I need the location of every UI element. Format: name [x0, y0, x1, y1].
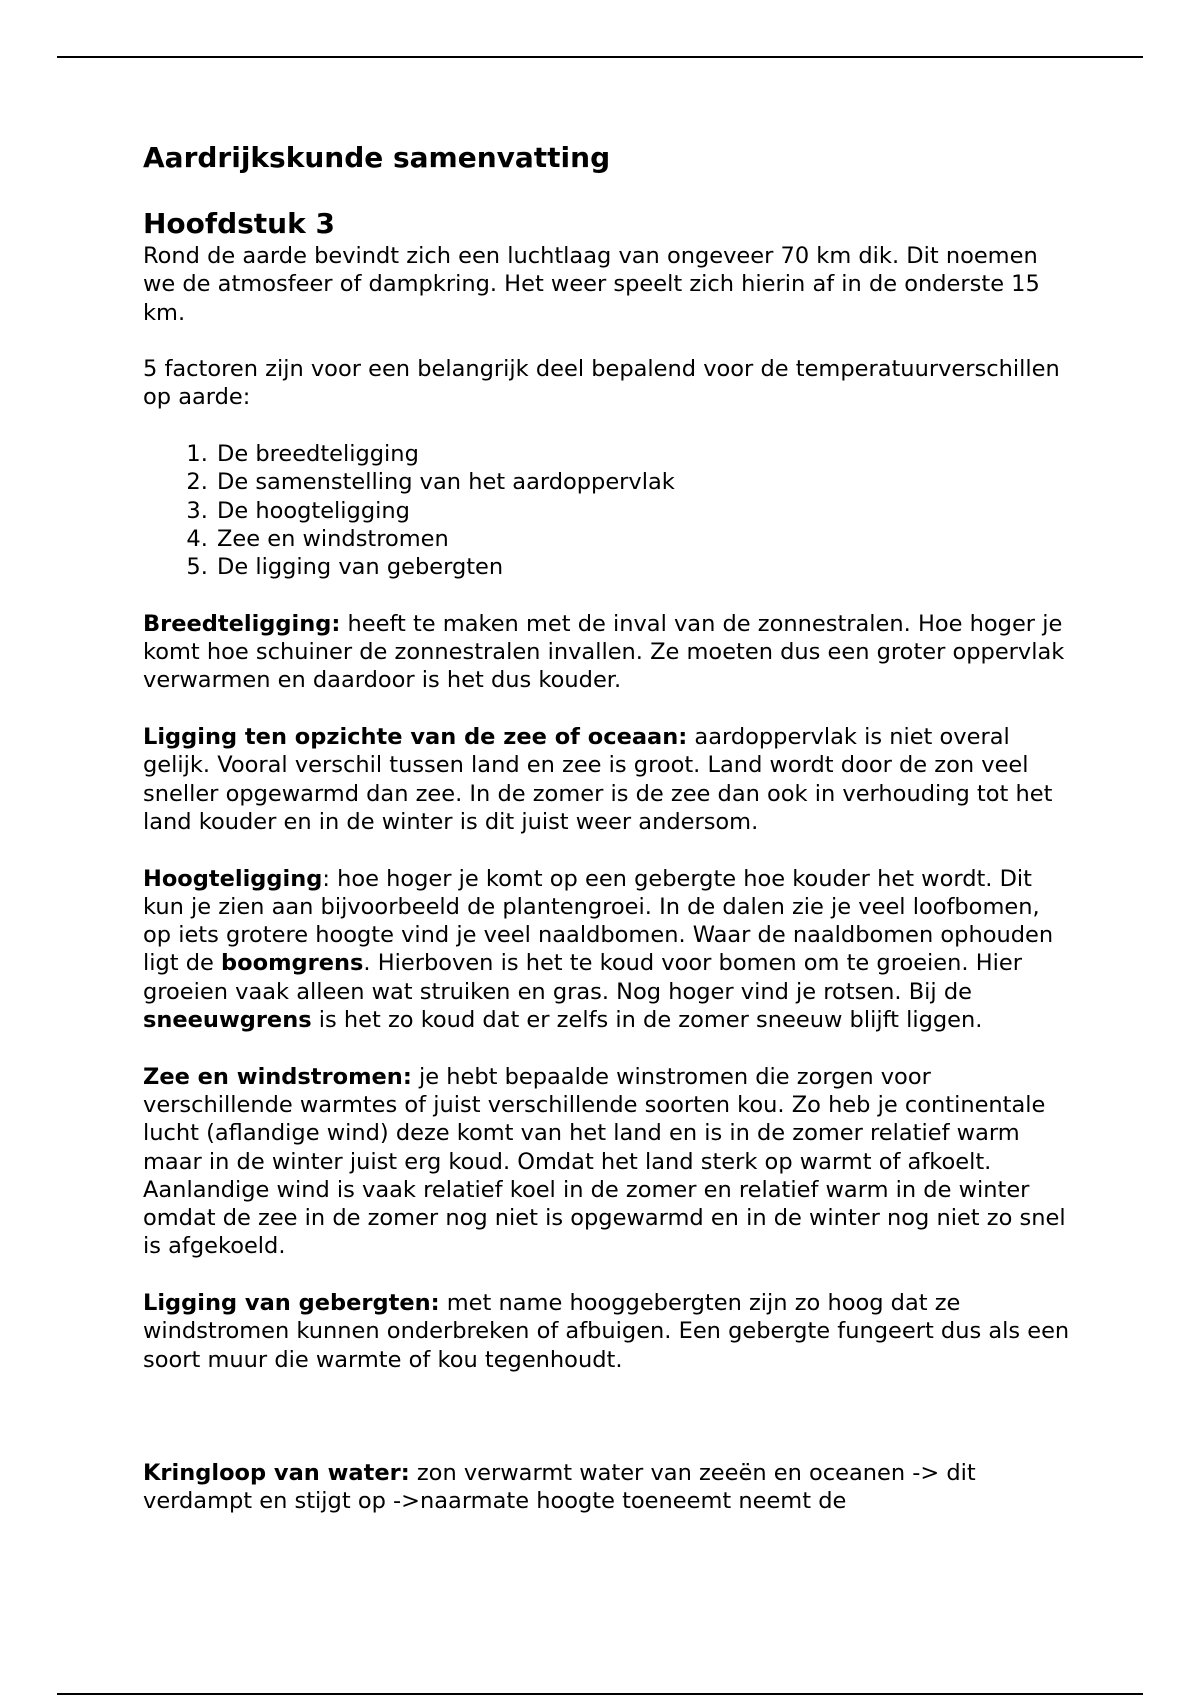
factors-list — [143, 440, 1073, 581]
top-rule — [57, 56, 1143, 58]
factors-intro-paragraph: 5 factoren zijn voor een belangrijk deel bepalend voor de temperatuurverschillen op aarde: — [143, 356, 1060, 411]
hoogteligging-text-3: is het zo koud dat er zelfs in de zomer sneeuw blijft liggen. — [311, 1007, 983, 1034]
list-item: 1. De breedteligging — [215, 440, 1073, 468]
kringloop-term: Kringloop van water: — [143, 1459, 410, 1486]
hoogteligging-term: Hoogteligging — [143, 865, 323, 892]
list-item: 2. De samenstelling van het aardoppervlak — [215, 468, 1073, 496]
kringloop-text: zon verwarmt water van zeeën en oceanen -> dit verdampt en stijgt op ->naarmate hoogte toeneemt neemt de — [143, 1459, 976, 1515]
boomgrens-term: boomgrens — [221, 950, 364, 977]
hoogteligging-paragraph — [143, 865, 1073, 1035]
zee-oceaan-term: Ligging ten opzichte van de zee of oceaan: — [143, 724, 688, 751]
chapter-heading: Hoofdstuk 3 — [143, 207, 335, 240]
intro-paragraph: Rond de aarde bevindt zich een luchtlaag van ongeveer 70 km dik. Dit noemen we de atmosfeer of dampkring. Het weer speelt zich hierin af in de onderste 15 km. — [143, 243, 1040, 326]
list-item: 5. De ligging van gebergten — [215, 553, 1073, 581]
breedteligging-term: Breedteligging: — [143, 610, 341, 637]
windstromen-paragraph — [143, 1063, 1073, 1261]
gebergten-text: met name hooggebergten zijn zo hoog dat ze windstromen kunnen onderbreken of afbuigen. Een gebergte fungeert dus als een soort muur die warmte of kou tegenhoudt. — [143, 1289, 1070, 1373]
hoogteligging-text: : hoe hoger je komt op een gebergte hoe kouder het wordt. Dit kun je zien aan bijvoorbeeld de plantengroei. In de dalen zie je veel loofbomen, op iets grotere hoogte vind je veel naaldbomen. Waar de naaldbomen ophouden ligt de — [143, 865, 1054, 977]
gebergten-paragraph — [143, 1289, 1073, 1374]
breedteligging-paragraph — [143, 610, 1073, 695]
zee-oceaan-text: aardoppervlak is niet overal gelijk. Vooral verschil tussen land en zee is groot. Land wordt door de zon veel sneller opgewarmd dan zee. In de zomer is de zee dan ook in verhouding tot het land kouder en in de winter is dit juist weer andersom. — [143, 724, 1053, 835]
breedteligging-text: heeft te maken met de inval van de zonnestralen. Hoe hoger je komt hoe schuiner de zonnestralen invallen. Ze moeten dus een groter oppervlak verwarmen en daardoor is het dus kouder. — [143, 610, 1065, 694]
bottom-rule — [57, 1693, 1143, 1695]
hoogteligging-text-2: . Hierboven is het te koud voor bomen om te groeien. Hier groeien vaak alleen wat struiken en gras. Nog hoger vind je rotsen. Bij de — [143, 950, 1022, 1005]
document-body — [143, 138, 1073, 1515]
gebergten-term: Ligging van gebergten: — [143, 1289, 440, 1316]
zee-oceaan-paragraph — [143, 723, 1073, 836]
list-item: 3. De hoogteligging — [215, 497, 1073, 525]
windstromen-text: je hebt bepaalde winstromen die zorgen voor verschillende warmtes of juist verschillende soorten kou. Zo heb je continentale lucht (aflandige wind) deze komt van het land en is in de zomer relatief warm maar in de winter juist erg koud. Omdat het land sterk op warmt of afkoelt. Aanlandige wind is vaak relatief koel in de zomer en relatief warm in de winter omdat de zee in de zomer nog niet is opgewarmd en in de winter nog niet zo snel is afgekoeld. — [143, 1063, 1066, 1260]
document-title: Aardrijkskunde samenvatting — [143, 141, 611, 174]
windstromen-term: Zee en windstromen: — [143, 1063, 412, 1090]
sneeuwgrens-term: sneeuwgrens — [143, 1007, 312, 1034]
list-item: 4. Zee en windstromen — [215, 525, 1073, 553]
kringloop-paragraph — [143, 1459, 1073, 1516]
